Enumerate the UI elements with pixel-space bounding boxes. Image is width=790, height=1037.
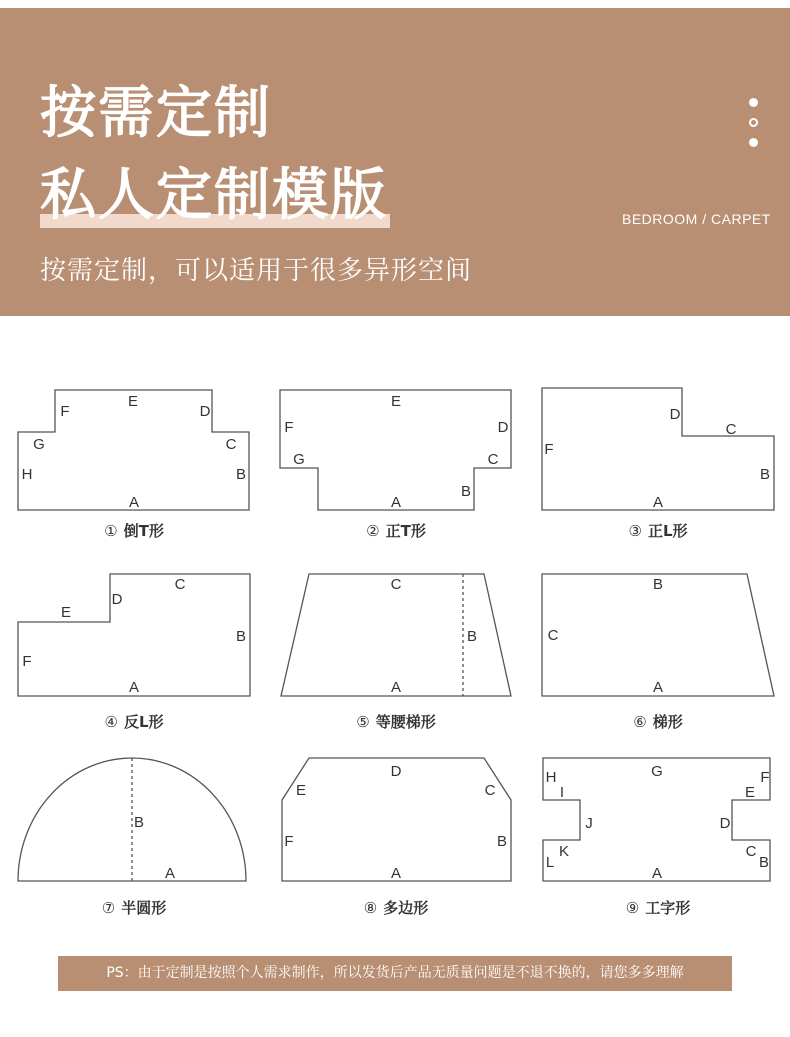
label-E: E xyxy=(390,393,402,410)
label-D: D xyxy=(111,591,123,608)
label-G: G xyxy=(293,451,305,468)
caption-text: 梯形 xyxy=(652,713,683,731)
shape-outline xyxy=(542,388,774,510)
label-D: D xyxy=(719,815,731,832)
label-D: D xyxy=(199,403,211,420)
caption-text: 工字形 xyxy=(645,899,691,917)
label-A: A xyxy=(390,865,402,882)
label-H: H xyxy=(545,769,557,786)
shape-diagram-5 xyxy=(281,574,511,696)
shape-caption xyxy=(366,520,426,541)
label-F: F xyxy=(544,441,554,458)
label-D: D xyxy=(390,763,402,780)
label-A: A xyxy=(128,679,140,696)
label-A: A xyxy=(652,679,664,696)
label-B: B xyxy=(466,628,478,645)
shape-caption xyxy=(104,520,164,541)
shape-caption xyxy=(633,711,682,732)
caption-text: 多边形 xyxy=(383,899,429,917)
caption-text: 半圆形 xyxy=(121,899,167,917)
label-D: D xyxy=(497,419,509,436)
label-G: G xyxy=(33,436,45,453)
label-E: E xyxy=(60,604,72,621)
label-C: C xyxy=(725,421,737,438)
shape-diagram-8 xyxy=(282,758,511,882)
label-A: A xyxy=(128,494,140,511)
shape-caption xyxy=(356,711,435,732)
label-B: B xyxy=(652,576,664,593)
caption-number: ② xyxy=(366,522,380,540)
label-C: C xyxy=(547,627,559,644)
caption-text: 倒T形 xyxy=(123,522,164,540)
label-C: C xyxy=(174,576,186,593)
title-line2: 私人定制模版 xyxy=(40,163,388,228)
label-B: B xyxy=(496,833,508,850)
caption-number: ⑦ xyxy=(101,899,116,917)
english-tag: BEDROOM / CARPET xyxy=(622,211,771,227)
shape-caption xyxy=(102,897,166,918)
shape-caption xyxy=(626,897,690,918)
shape-diagram-9 xyxy=(543,758,770,882)
shape-outline xyxy=(18,574,250,696)
caption-number: ④ xyxy=(104,713,118,731)
shape-diagram-4 xyxy=(18,574,250,696)
label-E: E xyxy=(295,782,307,799)
shape-diagram-1 xyxy=(18,390,249,511)
label-B: B xyxy=(759,466,771,483)
label-H: H xyxy=(21,466,33,483)
label-B: B xyxy=(758,854,770,871)
label-B: B xyxy=(235,628,247,645)
caption-text: 等腰梯形 xyxy=(375,713,436,731)
label-F: F xyxy=(284,833,294,850)
ps-note: PS：由于定制是按照个人需求制作，所以发货后产品无质量问题是不退不换的，请您多多理解 xyxy=(58,956,732,991)
label-B: B xyxy=(133,814,145,831)
shape-diagram-6 xyxy=(542,574,774,696)
label-F: F xyxy=(284,419,294,436)
label-D: D xyxy=(669,406,681,423)
caption-number: ⑤ xyxy=(356,713,370,731)
caption-number: ③ xyxy=(628,522,642,540)
title-line1: 按需定制 xyxy=(40,81,272,146)
label-F: F xyxy=(60,403,70,420)
shape-diagram-2 xyxy=(280,390,511,511)
label-C: C xyxy=(487,451,499,468)
label-A: A xyxy=(390,494,402,511)
subtitle: 按需定制，可以适用于很多异形空间 xyxy=(40,256,473,286)
label-A: A xyxy=(652,494,664,511)
shape-caption xyxy=(364,897,428,918)
label-I: I xyxy=(559,784,565,801)
label-A: A xyxy=(651,865,663,882)
label-F: F xyxy=(22,653,32,670)
label-F: F xyxy=(760,769,770,786)
caption-text: 正L形 xyxy=(647,522,688,540)
label-B: B xyxy=(460,483,472,500)
label-E: E xyxy=(744,784,756,801)
label-C: C xyxy=(745,843,757,860)
label-E: E xyxy=(127,393,139,410)
shape-diagram-7 xyxy=(18,758,246,882)
caption-number: ⑧ xyxy=(363,899,378,917)
caption-text: 反L形 xyxy=(123,713,164,731)
label-K: K xyxy=(558,843,570,860)
label-J: J xyxy=(585,815,593,832)
label-C: C xyxy=(484,782,496,799)
label-A: A xyxy=(164,865,176,882)
caption-number: ⑨ xyxy=(625,899,640,917)
label-G: G xyxy=(651,763,663,780)
caption-text: 正T形 xyxy=(385,522,426,540)
label-C: C xyxy=(225,436,237,453)
label-C: C xyxy=(390,576,402,593)
label-A: A xyxy=(390,679,402,696)
caption-number: ① xyxy=(104,522,118,540)
label-B: B xyxy=(235,466,247,483)
label-L: L xyxy=(545,854,555,871)
shape-diagram-3 xyxy=(542,388,774,511)
shape-caption xyxy=(628,520,687,541)
shape-caption xyxy=(104,711,163,732)
caption-number: ⑥ xyxy=(633,713,647,731)
